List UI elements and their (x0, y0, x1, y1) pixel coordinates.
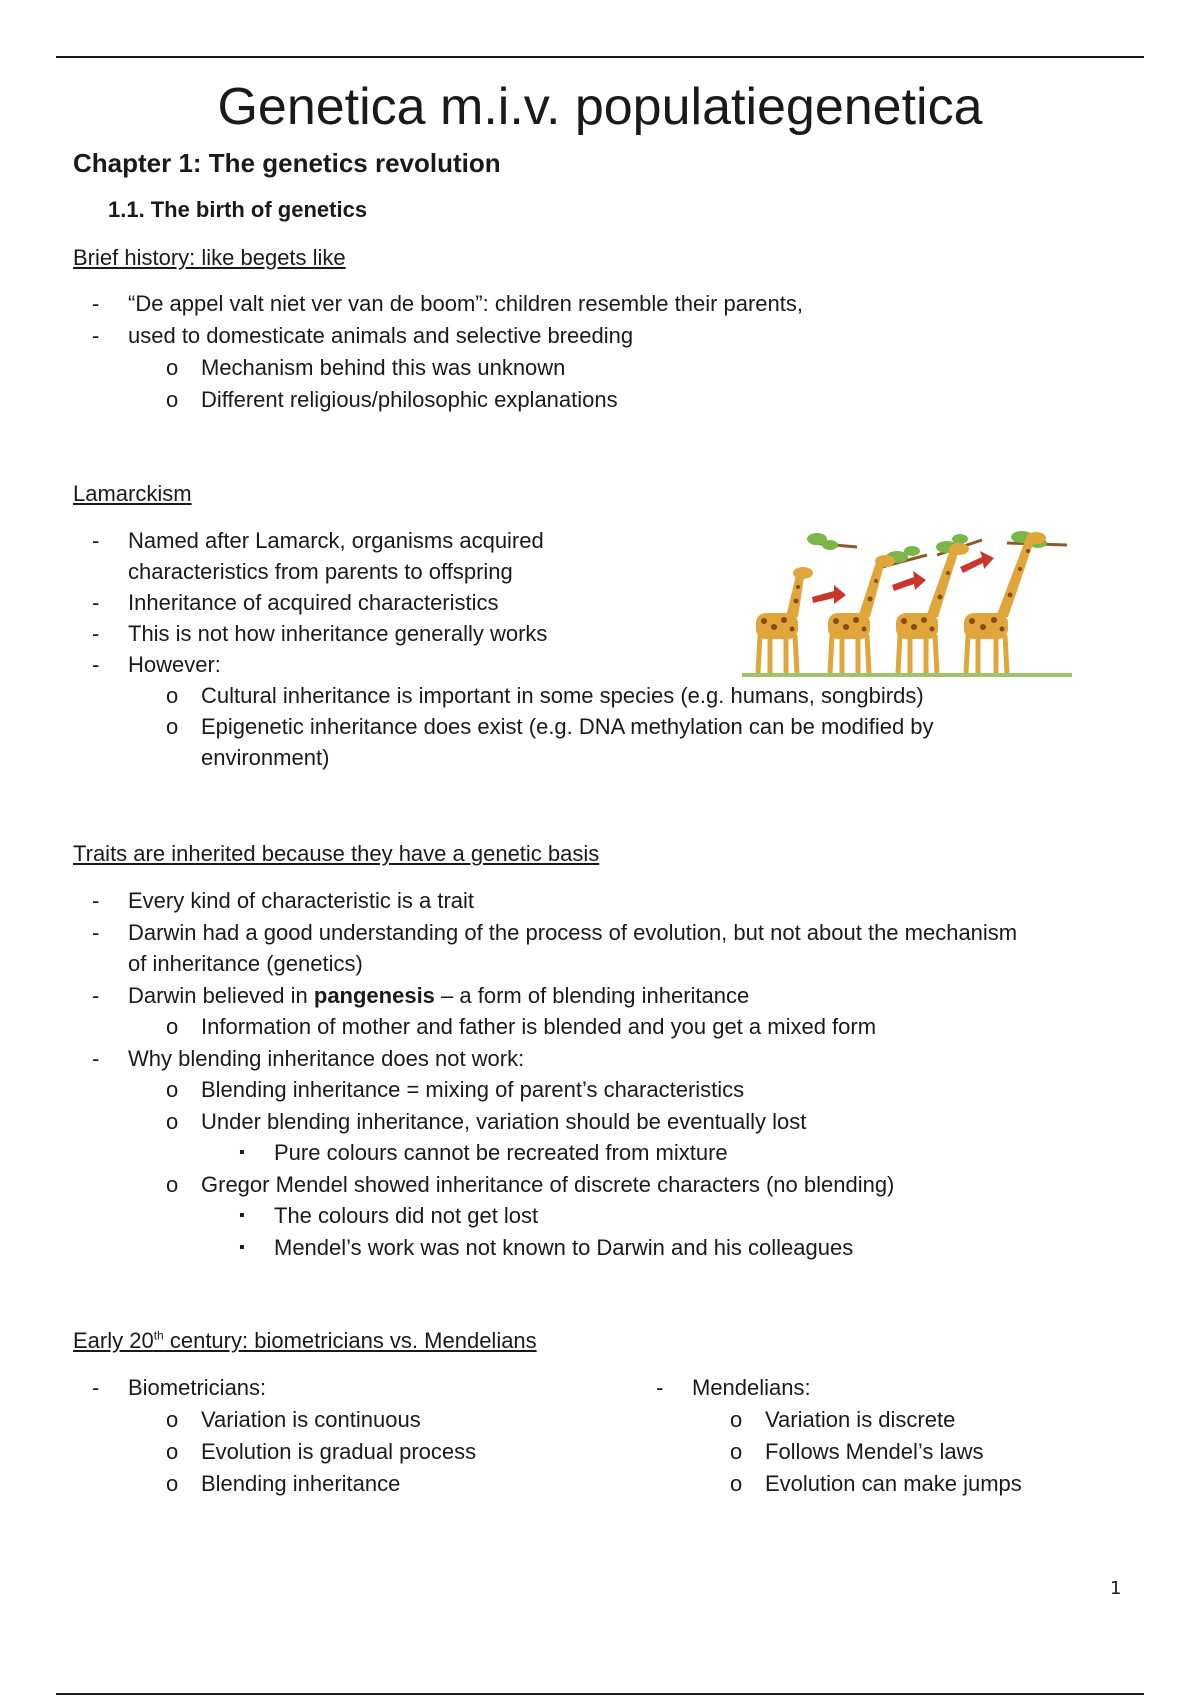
list-item: - Biometricians: (56, 1372, 596, 1404)
traits-list (56, 885, 1156, 1263)
dash-bullet: - (92, 291, 100, 316)
circle-bullet: o (166, 1108, 179, 1134)
list-item: - Darwin believed in pangenesis – a form of blending inheritance (56, 980, 1156, 1012)
square-bullet: ▪ (239, 1238, 245, 1256)
dash-bullet: - (92, 652, 100, 677)
list-item: o Blending inheritance = mixing of parent’s characteristics (56, 1074, 1156, 1106)
document-title: Genetica m.i.v. populatiegenetica (217, 78, 983, 136)
square-bullet: ▪ (239, 1207, 245, 1224)
circle-bullet: o (166, 1407, 179, 1432)
page-number: 1 (1110, 1578, 1122, 1599)
list-item: o Blending inheritance (56, 1468, 596, 1500)
traits-heading: Traits are inherited because they have a genetic basis (73, 841, 600, 866)
dash-bullet: - (92, 621, 100, 646)
list-item: o Epigenetic inheritance does exist (e.g. DNA methylation can be modified by environment) (56, 711, 1136, 773)
list-item: - Darwin had a good understanding of the process of evolution, but not about the mechanism of inheritance (genetics) (56, 917, 1156, 980)
list-item: - “De appel valt niet ver van de boom”: children resemble their parents, (56, 288, 1136, 320)
dash-bullet: - (92, 590, 100, 615)
list-item: o Variation is discrete (620, 1404, 1160, 1436)
dash-bullet: - (656, 1375, 664, 1400)
brief-history-list (56, 288, 1136, 416)
list-item: o Follows Mendel’s laws (620, 1436, 1160, 1468)
list-item: ▪ Mendel’s work was not known to Darwin and his colleagues (56, 1232, 1156, 1264)
giraffe-icon (964, 532, 1046, 673)
list-item: o Cultural inheritance is important in some species (e.g. humans, songbirds) (56, 680, 1136, 711)
list-item: o Evolution is gradual process (56, 1436, 596, 1468)
list-item: o Different religious/philosophic explanations (56, 384, 1136, 416)
list-item: ▪ Pure colours cannot be recreated from mixture (56, 1137, 1156, 1169)
list-item: o Variation is continuous (56, 1404, 596, 1436)
list-item: - This is not how inheritance generally works (56, 618, 1136, 649)
circle-bullet: o (166, 1077, 179, 1102)
circle-bullet: o (730, 1471, 743, 1496)
section-title: The birth of genetics (150, 197, 368, 222)
giraffe-icon (828, 555, 895, 673)
mendelians-list (620, 1372, 1160, 1500)
dash-bullet: - (92, 1045, 100, 1071)
dash-bullet: - (92, 982, 100, 1008)
dash-bullet: - (92, 528, 100, 553)
circle-bullet: o (166, 387, 179, 412)
dash-bullet: - (92, 323, 100, 348)
list-item: o Mechanism behind this was unknown (56, 352, 1136, 384)
biometricians-list (56, 1372, 596, 1500)
dash-bullet: - (92, 1375, 100, 1400)
list-item: o Gregor Mendel showed inheritance of discrete characters (no blending) (56, 1169, 1156, 1201)
circle-bullet: o (166, 1439, 179, 1464)
giraffe-icon (756, 567, 813, 673)
list-item: ▪ The colours did not get lost (56, 1200, 1156, 1232)
list-item: - Inheritance of acquired characteristics (56, 587, 1136, 618)
list-item: - Every kind of characteristic is a trait (56, 885, 1156, 917)
circle-bullet: o (166, 1171, 179, 1197)
early-20th-heading: Early 20th century: biometricians vs. Mendelians (73, 1328, 537, 1353)
lamarck-giraffes-illustration (742, 525, 1072, 680)
circle-bullet: o (730, 1439, 743, 1464)
brief-history-heading: Brief history: like begets like (73, 245, 346, 270)
dash-bullet: - (92, 888, 100, 913)
list-item: - Why blending inheritance does not work: (56, 1043, 1156, 1075)
list-item: o Evolution can make jumps (620, 1468, 1160, 1500)
list-item: o Information of mother and father is blended and you get a mixed form (56, 1011, 1156, 1043)
list-item: - used to domesticate animals and selective breeding (56, 320, 1136, 352)
lamarckism-heading: Lamarckism (73, 481, 192, 506)
pangenesis-term: pangenesis (313, 982, 435, 1008)
section-heading (108, 197, 367, 223)
bottom-border-line (56, 1693, 1144, 1695)
dash-bullet: - (92, 919, 100, 945)
list-item: - However: (56, 649, 1136, 680)
giraffe-icon (896, 543, 969, 673)
square-bullet: ▪ (239, 1144, 245, 1161)
chapter-heading: Chapter 1: The genetics revolution (73, 148, 501, 178)
circle-bullet: o (166, 1471, 179, 1496)
list-item: - Mendelians: (620, 1372, 1160, 1404)
circle-bullet: o (166, 355, 179, 380)
circle-bullet: o (730, 1407, 743, 1432)
list-item: o Under blending inheritance, variation should be eventually lost (56, 1106, 1156, 1138)
circle-bullet: o (166, 1014, 179, 1039)
top-border-line (56, 56, 1144, 58)
list-item: - Named after Lamarck, organisms acquired characteristics from parents to offspring (56, 525, 1136, 587)
circle-bullet: o (166, 714, 179, 739)
circle-bullet: o (166, 683, 179, 708)
section-number: 1.1. (108, 197, 145, 222)
